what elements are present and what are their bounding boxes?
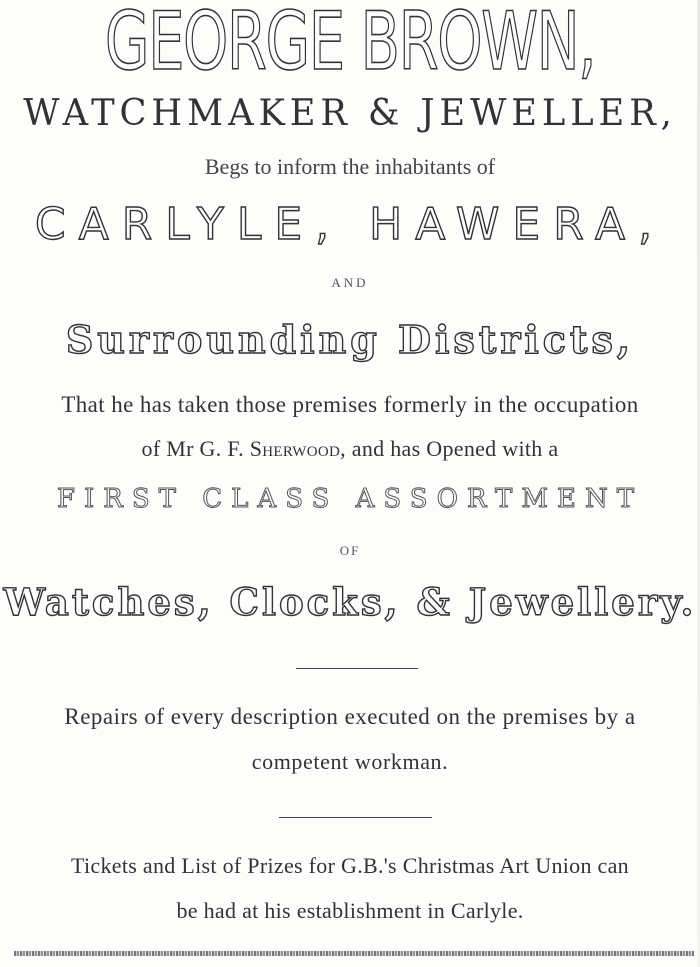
- tickets-line-1: Tickets and List of Prizes for G.B.'s Christmas Art Union can: [71, 853, 629, 878]
- places-heading: CARLYLE, HAWERA,: [34, 199, 666, 250]
- body-line-2-prefix: of Mr G. F.: [141, 436, 250, 461]
- body-line-1: That he has taken those premises formerly in the occupation: [61, 392, 639, 417]
- intro-line: Begs to inform the inhabitants of: [204, 154, 496, 179]
- divider-rule: [296, 668, 418, 669]
- and-line: AND: [331, 275, 369, 290]
- body-line-2-suffix: , and has Opened with a: [340, 436, 559, 461]
- divider-rule: [279, 817, 432, 818]
- ornamental-border: [14, 951, 694, 956]
- goods-heading: Watches, Clocks, & Jewellery.: [3, 580, 697, 624]
- advertiser-name: GEORGE BROWN,: [104, 0, 596, 88]
- tickets-line-2: be had at his establishment in Carlyle.: [176, 898, 524, 923]
- repairs-line-2: competent workman.: [251, 749, 449, 774]
- trade-heading: WATCHMAKER & JEWELLER,: [23, 93, 677, 134]
- body-line-2-name: Sherwood: [249, 436, 341, 461]
- assortment-heading: FIRST CLASS ASSORTMENT: [56, 484, 644, 514]
- body-line-2: [0, 438, 700, 460]
- repairs-line-1: Repairs of every description executed on the premises by a: [64, 704, 636, 729]
- of-line: OF: [339, 543, 361, 558]
- districts-heading: Surrounding Districts,: [65, 317, 635, 362]
